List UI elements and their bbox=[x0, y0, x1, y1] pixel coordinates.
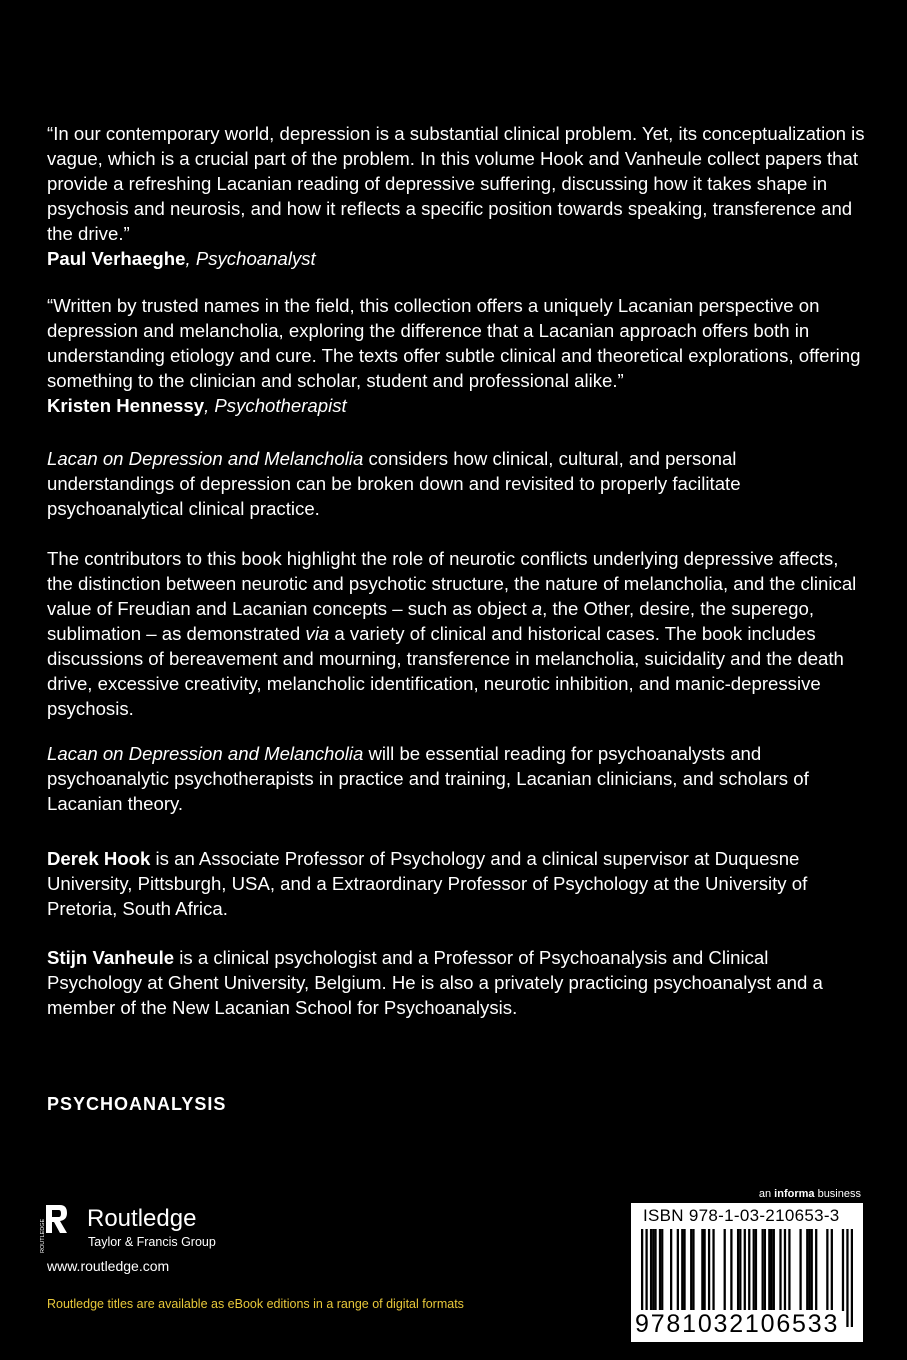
barcode-bar bbox=[661, 1229, 663, 1311]
barcode-bar bbox=[811, 1229, 813, 1311]
endorser-name: Paul Verhaeghe bbox=[47, 248, 186, 269]
barcode-bar bbox=[654, 1229, 656, 1311]
barcode-bar bbox=[670, 1229, 672, 1311]
ean-digits bbox=[635, 1310, 859, 1339]
description-paragraph-2 bbox=[47, 546, 867, 721]
barcode-bar bbox=[692, 1229, 694, 1311]
barcode-bar bbox=[724, 1229, 726, 1311]
description-text: The contributors to this book highlight the role of neurotic conflicts underlying depressive affects, the distinction between neurotic and psychotic structure, the nature of melancholia, and the clinical value of Freudian and Lacanian concepts – such as object bbox=[47, 548, 857, 619]
endorsement-quote: “Written by trusted names in the field, this collection offers a uniquely Lacanian perspective on depression and melancholia, exploring the difference that a Lacanian approach offers both in understanding etiology and cure. The texts offer subtle clinical and theoretical explorations, offering something to the clinician and scholar, student and professional alike.” bbox=[47, 295, 861, 391]
author-bio-1 bbox=[47, 846, 867, 921]
barcode-bar bbox=[681, 1229, 683, 1311]
barcode-bar bbox=[652, 1229, 654, 1311]
barcode-bar bbox=[799, 1229, 801, 1311]
description-text: a variety of clinical and historical cases. The book includes discussions of bereavement and mourning, transference in melancholia, suicidality and the death drive, excessive creativity, melancholic identification, neurotic inhibition, and manic-depressive psychosis. bbox=[47, 623, 844, 719]
endorsement-attribution bbox=[47, 393, 867, 418]
barcode-bar bbox=[806, 1229, 808, 1311]
publisher-website[interactable]: www.routledge.com bbox=[47, 1258, 170, 1274]
endorser-role: , Psychotherapist bbox=[204, 395, 347, 416]
barcode-bar bbox=[677, 1229, 679, 1311]
barcode-bar bbox=[701, 1229, 703, 1311]
description-italic-term: a bbox=[531, 598, 543, 619]
endorsement-1 bbox=[47, 121, 867, 271]
informa-business-tag bbox=[759, 1188, 861, 1200]
isbn-barcode bbox=[631, 1203, 863, 1342]
barcode-bar bbox=[753, 1229, 755, 1311]
barcode-bar bbox=[815, 1229, 817, 1311]
barcode-bar bbox=[770, 1229, 772, 1311]
barcode-bar bbox=[764, 1229, 766, 1311]
routledge-r-icon bbox=[40, 1203, 70, 1253]
barcode-bar bbox=[826, 1229, 828, 1311]
barcode-bar bbox=[842, 1229, 844, 1311]
description-paragraph-1 bbox=[47, 446, 867, 521]
endorsement-quote: “In our contemporary world, depression is a substantial clinical problem. Yet, its conceptualization is vague, which is a crucial part of the problem. In this volume Hook and Vanheule collect papers that provide a refreshing Lacanian reading of depressive suffering, discussing how it takes shape in psychosis and neurosis, and how it reflects a specific position towards speaking, transference and the drive.” bbox=[47, 123, 865, 244]
author-bio: is an Associate Professor of Psychology and a clinical supervisor at Duquesne University, Pittsburgh, USA, and a Extraordinary Professor of Psychology at the University of Pretoria, South Africa. bbox=[47, 848, 808, 919]
barcode-bar bbox=[762, 1229, 764, 1311]
barcode-bar bbox=[650, 1229, 652, 1311]
barcode-bar bbox=[831, 1229, 833, 1311]
subject-category: PSYCHOANALYSIS bbox=[47, 1094, 227, 1114]
endorsement-attribution bbox=[47, 246, 867, 271]
description-text: will be essential reading for psychoanalysts and psychoanalytic psychotherapists in practice and training, Lacanian clinicians, and scholars of Lacanian theory. bbox=[47, 743, 809, 814]
description-text: considers how clinical, cultural, and personal understandings of depression can be broken down and revisited to properly facilitate psychoanalytical clinical practice. bbox=[47, 448, 741, 519]
informa-suffix: business bbox=[814, 1188, 861, 1200]
informa-prefix: an bbox=[758, 1188, 775, 1200]
description-paragraph-3 bbox=[47, 741, 867, 816]
author-name: Derek Hook bbox=[47, 848, 151, 869]
author-bio-2 bbox=[47, 945, 867, 1020]
barcode-bar bbox=[690, 1229, 692, 1311]
routledge-logo bbox=[40, 1203, 240, 1253]
barcode-bar bbox=[730, 1229, 732, 1311]
description-text: , the Other, desire, the superego, sublimation – as demonstrated bbox=[47, 598, 814, 644]
barcode-bar bbox=[683, 1229, 685, 1311]
endorsement-2 bbox=[47, 293, 867, 418]
publisher-name: Routledge bbox=[87, 1205, 197, 1232]
description-italic-term: via bbox=[305, 623, 330, 644]
barcode-bar bbox=[737, 1229, 739, 1311]
book-title: Lacan on Depression and Melancholia bbox=[47, 448, 364, 469]
ean-number: 9781032106533 bbox=[635, 1310, 840, 1338]
isbn-label: ISBN 978-1-03-210653-3 bbox=[643, 1206, 840, 1225]
author-bio: is a clinical psychologist and a Professor of Psychoanalysis and Clinical Psychology at Ghent University, Belgium. He is also a privately practicing psychoanalyst and a member of the New Lacanian School for Psychoanalysis. bbox=[47, 947, 823, 1018]
book-title: Lacan on Depression and Melancholia bbox=[47, 743, 364, 764]
publisher-group: Taylor & Francis Group bbox=[88, 1235, 216, 1249]
barcode-bar bbox=[768, 1229, 770, 1311]
barcode-bar bbox=[712, 1229, 714, 1311]
barcode-bar bbox=[708, 1229, 710, 1311]
endorser-name: Kristen Hennessy bbox=[47, 395, 205, 416]
barcode-bar bbox=[703, 1229, 705, 1311]
barcode-bar bbox=[784, 1229, 786, 1311]
endorser-role: , Psychoanalyst bbox=[185, 248, 316, 269]
informa-brand: informa bbox=[774, 1188, 815, 1200]
barcode-bar bbox=[755, 1229, 757, 1311]
barcode-bar bbox=[773, 1229, 775, 1311]
barcode-bar bbox=[788, 1229, 790, 1311]
barcode-bar bbox=[808, 1229, 810, 1311]
barcode-bar bbox=[739, 1229, 741, 1311]
barcode-bar bbox=[779, 1229, 781, 1311]
author-name: Stijn Vanheule bbox=[47, 947, 175, 968]
logo-vertical-text: ROUTLEDGE bbox=[40, 1218, 46, 1253]
ebook-note: Routledge titles are available as eBook editions in a range of digital formats bbox=[47, 1297, 464, 1311]
barcode-bar bbox=[659, 1229, 661, 1311]
